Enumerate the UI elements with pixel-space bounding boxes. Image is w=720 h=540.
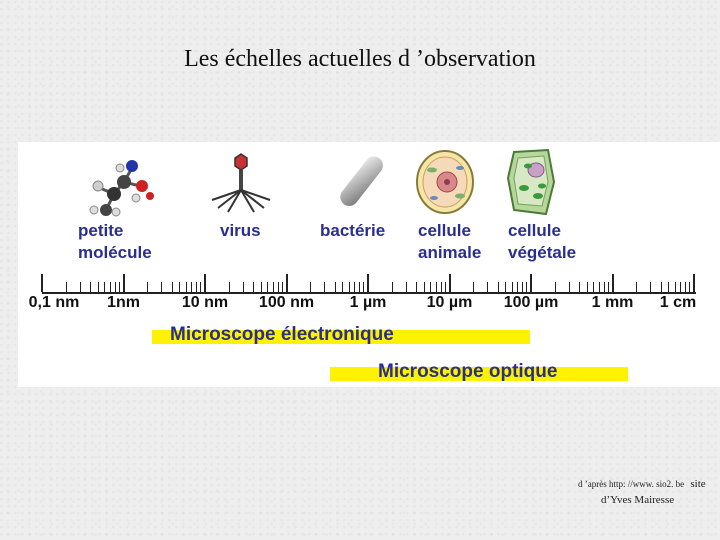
scale-minor-tick — [267, 282, 268, 292]
scale-minor-tick — [512, 282, 513, 292]
scale-minor-tick — [335, 282, 336, 292]
band-optical-label: Microscope optique — [378, 361, 558, 382]
scale-minor-tick — [172, 282, 173, 292]
scale-diagram — [18, 142, 720, 387]
scale-minor-tick — [473, 282, 474, 292]
scale-minor-tick — [689, 282, 690, 292]
scale-minor-tick — [680, 282, 681, 292]
scale-minor-tick — [593, 282, 594, 292]
scale-minor-tick — [526, 282, 527, 292]
scale-minor-tick — [363, 282, 364, 292]
scale-minor-tick — [661, 282, 662, 292]
virus-icon — [210, 152, 272, 214]
credit-source-suffix: site — [690, 478, 706, 490]
scale-tick-label: 10 nm — [181, 294, 229, 311]
scale-minor-tick — [406, 282, 407, 292]
scale-minor-tick — [498, 282, 499, 292]
scale-minor-tick — [261, 282, 262, 292]
scale-minor-tick — [599, 282, 600, 292]
animal-cell-icon — [414, 146, 476, 216]
scale-minor-tick — [229, 282, 230, 292]
scale-minor-tick — [253, 282, 254, 292]
scale-minor-tick — [119, 282, 120, 292]
scale-minor-tick — [104, 282, 105, 292]
credit-source-url: d ’après http: //www. sio2. be — [578, 479, 685, 489]
label-plant-cell: cellule végétale — [508, 221, 577, 262]
molecule-icon — [86, 150, 156, 222]
scale-minor-tick — [416, 282, 417, 292]
scale-minor-tick — [110, 282, 111, 292]
scale-major-tick — [367, 274, 369, 292]
label-virus: virus — [220, 221, 261, 240]
scale-minor-tick — [505, 282, 506, 292]
scale-minor-tick — [349, 282, 350, 292]
scale-tick-label: 1 cm — [659, 294, 697, 311]
scale-minor-tick — [179, 282, 180, 292]
scale-major-tick — [693, 274, 695, 292]
scale-minor-tick — [324, 282, 325, 292]
scale-minor-tick — [354, 282, 355, 292]
scale-minor-tick — [441, 282, 442, 292]
scale-minor-tick — [675, 282, 676, 292]
bacteria-icon — [336, 156, 386, 208]
scale-minor-tick — [608, 282, 609, 292]
scale-minor-tick — [282, 282, 283, 292]
scale-minor-tick — [98, 282, 99, 292]
scale-major-tick — [41, 274, 43, 292]
scale-minor-tick — [604, 282, 605, 292]
scale-tick-label: 1 mm — [591, 294, 634, 311]
scale-minor-tick — [424, 282, 425, 292]
scale-minor-tick — [650, 282, 651, 292]
scale-minor-tick — [186, 282, 187, 292]
band-electron-label: Microscope électronique — [170, 324, 394, 345]
scale-major-tick — [449, 274, 451, 292]
scale-minor-tick — [668, 282, 669, 292]
scale-minor-tick — [161, 282, 162, 292]
scale-tick-label: 0,1 nm — [28, 294, 80, 311]
scale-minor-tick — [436, 282, 437, 292]
scale-major-tick — [286, 274, 288, 292]
scale-minor-tick — [517, 282, 518, 292]
scale-minor-tick — [115, 282, 116, 292]
scale-minor-tick — [66, 282, 67, 292]
scale-major-tick — [123, 274, 125, 292]
scale-major-tick — [530, 274, 532, 292]
scale-minor-tick — [445, 282, 446, 292]
scale-minor-tick — [200, 282, 201, 292]
scale-minor-tick — [569, 282, 570, 292]
scale-tick-label: 100 µm — [503, 294, 559, 311]
scale-tick-label: 100 nm — [258, 294, 315, 311]
scale-minor-tick — [487, 282, 488, 292]
scale-tick-label: 1 µm — [349, 294, 387, 311]
scale-minor-tick — [685, 282, 686, 292]
label-bacteria: bactérie — [320, 221, 386, 240]
scale-minor-tick — [579, 282, 580, 292]
scale-tick-label: 1nm — [107, 294, 140, 311]
scale-minor-tick — [430, 282, 431, 292]
scale-minor-tick — [359, 282, 360, 292]
scale-minor-tick — [310, 282, 311, 292]
scale-minor-tick — [196, 282, 197, 292]
scale-minor-tick — [243, 282, 244, 292]
scale-tick-label: 10 µm — [426, 294, 473, 311]
credit-author: d’Yves Mairesse — [601, 494, 675, 506]
slide-title: Les échelles actuelles d ’observation — [184, 46, 536, 72]
scale-major-tick — [612, 274, 614, 292]
scale-minor-tick — [555, 282, 556, 292]
scale-major-tick — [204, 274, 206, 292]
scale-minor-tick — [80, 282, 81, 292]
scale-minor-tick — [273, 282, 274, 292]
label-molecule: petite molécule — [78, 221, 152, 262]
plant-cell-icon — [506, 148, 556, 216]
scale-minor-tick — [191, 282, 192, 292]
scale-minor-tick — [587, 282, 588, 292]
scale-minor-tick — [90, 282, 91, 292]
scale-minor-tick — [342, 282, 343, 292]
label-animal-cell: cellule animale — [418, 221, 482, 262]
scale-minor-tick — [636, 282, 637, 292]
credit-source — [578, 478, 706, 490]
scale-minor-tick — [392, 282, 393, 292]
scale-minor-tick — [278, 282, 279, 292]
scale-minor-tick — [522, 282, 523, 292]
scale-minor-tick — [147, 282, 148, 292]
